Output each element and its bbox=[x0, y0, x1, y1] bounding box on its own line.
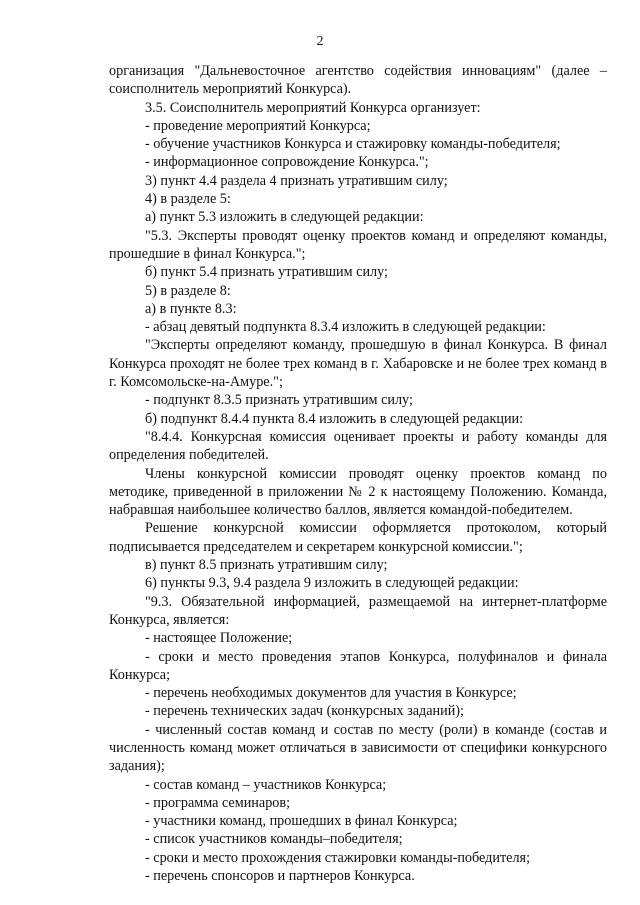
list-item: - участники команд, прошедших в финал Конкурса; bbox=[145, 813, 458, 830]
list-item: - обучение участников Конкурса и стажировку команды-победителя; bbox=[145, 136, 561, 153]
list-item: - настоящее Положение; bbox=[145, 630, 293, 647]
paragraph: Решение конкурсной комиссии оформляется протоколом, который подписывается председателем и секретарем конкурсной комиссии."; bbox=[109, 520, 607, 555]
paragraph: "8.4.4. Конкурсная комиссия оценивает проекты и работу команды для определения победителей. bbox=[109, 428, 607, 464]
paragraph: в) пункт 8.5 признать утратившим силу; bbox=[145, 557, 388, 574]
document-body bbox=[109, 62, 607, 885]
paragraph: 5) в разделе 8: bbox=[145, 282, 231, 299]
list-item: - состав команд – участников Конкурса; bbox=[145, 776, 387, 793]
paragraph: 4) в разделе 5: bbox=[145, 191, 231, 208]
list-item: - проведение мероприятий Конкурса; bbox=[145, 117, 371, 134]
page-number: 2 bbox=[316, 34, 324, 49]
paragraph: а) в пункте 8.3: bbox=[145, 300, 237, 317]
paragraph: б) подпункт 8.4.4 пункта 8.4 изложить в следующей редакции: bbox=[145, 410, 524, 427]
list-item: - численный состав команд и состав по месту (роли) в команде (состав и численность команд может отличаться в зависимости от специфики конкурсного задания); bbox=[109, 721, 607, 775]
list-item: - перечень технических задач (конкурсных заданий); bbox=[145, 703, 464, 720]
list-item: - абзац девятый подпункта 8.3.4 изложить в следующей редакции: bbox=[145, 319, 546, 336]
list-item: - информационное сопровождение Конкурса."; bbox=[145, 154, 429, 171]
paragraph: "Эксперты определяют команду, прошедшую в финал Конкурса. В финал Конкурса проходят не более трех команд в г. Хабаровске и не более трех команд в г. Комсомольске-на-Амуре."; bbox=[109, 337, 607, 391]
list-item: - перечень спонсоров и партнеров Конкурса. bbox=[145, 868, 415, 885]
paragraph: "9.3. Обязательной информацией, размещаемой на интернет-платформе Конкурса, является: bbox=[109, 593, 607, 628]
list-item: - сроки и место проведения этапов Конкурса, полуфиналов и финала Конкурса; bbox=[109, 648, 607, 683]
paragraph: 3.5. Соисполнитель мероприятий Конкурса организует: bbox=[145, 99, 481, 116]
paragraph: Члены конкурсной комиссии проводят оценку проектов команд по методике, приведенной в приложении № 2 к настоящему Положению. Команда, набравшая наибольшее количество баллов, является командой-победителем. bbox=[109, 465, 607, 519]
list-item: - программа семинаров; bbox=[145, 794, 291, 811]
paragraph: а) пункт 5.3 изложить в следующей редакции: bbox=[145, 209, 424, 226]
paragraph: б) пункт 5.4 признать утратившим силу; bbox=[145, 264, 388, 281]
list-item: - сроки и место прохождения стажировки команды-победителя; bbox=[145, 849, 531, 866]
paragraph: 6) пункты 9.3, 9.4 раздела 9 изложить в следующей редакции: bbox=[145, 575, 519, 592]
list-item: - перечень необходимых документов для участия в Конкурсе; bbox=[145, 685, 517, 702]
paragraph: организация "Дальневосточное агентство содействия инновациям" (далее – соисполнитель мероприятий Конкурса). bbox=[109, 63, 607, 98]
list-item: - список участников команды–победителя; bbox=[145, 831, 403, 848]
paragraph: 3) пункт 4.4 раздела 4 признать утратившим силу; bbox=[145, 172, 448, 189]
list-item: - подпункт 8.3.5 признать утратившим силу; bbox=[145, 392, 413, 409]
paragraph: "5.3. Эксперты проводят оценку проектов команд и определяют команды, прошедшие в финал Конкурса."; bbox=[109, 227, 607, 262]
